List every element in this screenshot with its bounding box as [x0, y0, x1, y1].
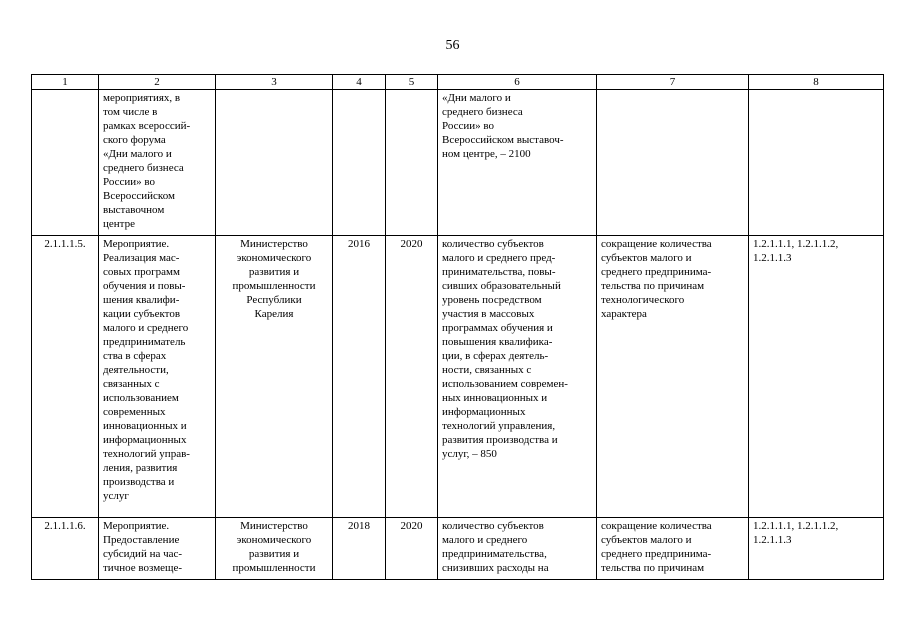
column-header: 4	[333, 75, 386, 90]
end-year	[386, 90, 438, 236]
activity-name: Мероприятие. Реализация мас- совых программ обучения и повы- шения квалифи- кации субъектов малого и среднего предприниматель ства в сферах деятельности, связанных с использованием современных инновационных и информационных технологий управ- ления, развития производства и услуг	[99, 236, 216, 518]
column-header: 1	[32, 75, 99, 90]
indicator: «Дни малого и среднего бизнеса России» во Всероссийском выставоч- ном центре, – 2100	[438, 90, 597, 236]
indicator: количество субъектов малого и среднего пред- принимательства, повы- сивших образовательный уровень посредством участия в массовых программах обучения и повышения квалифика- ции, в сферах деятель- ности, связанных с использованием современ- ных инновационных и информационных технологий управления, развития производства и услуг, – 850	[438, 236, 597, 518]
links: 1.2.1.1.1, 1.2.1.1.2, 1.2.1.1.3	[749, 518, 884, 580]
column-header: 5	[386, 75, 438, 90]
row-number: 2.1.1.1.6.	[32, 518, 99, 580]
table-row	[32, 518, 884, 580]
executor: Министерство экономического развития и промышленности	[216, 518, 333, 580]
start-year	[333, 90, 386, 236]
document-table	[31, 74, 884, 580]
column-header: 3	[216, 75, 333, 90]
start-year: 2016	[333, 236, 386, 518]
column-header: 6	[438, 75, 597, 90]
column-number-row	[32, 75, 884, 90]
table-row	[32, 236, 884, 518]
column-header: 7	[597, 75, 749, 90]
executor	[216, 90, 333, 236]
indicator: количество субъектов малого и среднего предпринимательства, снизивших расходы на	[438, 518, 597, 580]
end-year: 2020	[386, 236, 438, 518]
activity-name: мероприятиях, в том числе в рамках всероссий- ского форума «Дни малого и среднего бизнеса России» во Всероссийском выставочном центре	[99, 90, 216, 236]
start-year: 2018	[333, 518, 386, 580]
activity-name: Мероприятие. Предоставление субсидий на час- тичное возмеще-	[99, 518, 216, 580]
table-row	[32, 90, 884, 236]
row-number	[32, 90, 99, 236]
end-year: 2020	[386, 518, 438, 580]
risk: сокращение количества субъектов малого и среднего предпринима- тельства по причинам	[597, 518, 749, 580]
risk: сокращение количества субъектов малого и среднего предпринима- тельства по причинам технологического характера	[597, 236, 749, 518]
executor: Министерство экономического развития и промышленности Республики Карелия	[216, 236, 333, 518]
column-header: 2	[99, 75, 216, 90]
column-header: 8	[749, 75, 884, 90]
row-number: 2.1.1.1.5.	[32, 236, 99, 518]
links	[749, 90, 884, 236]
links: 1.2.1.1.1, 1.2.1.1.2, 1.2.1.1.3	[749, 236, 884, 518]
page-number: 56	[445, 38, 460, 53]
risk	[597, 90, 749, 236]
